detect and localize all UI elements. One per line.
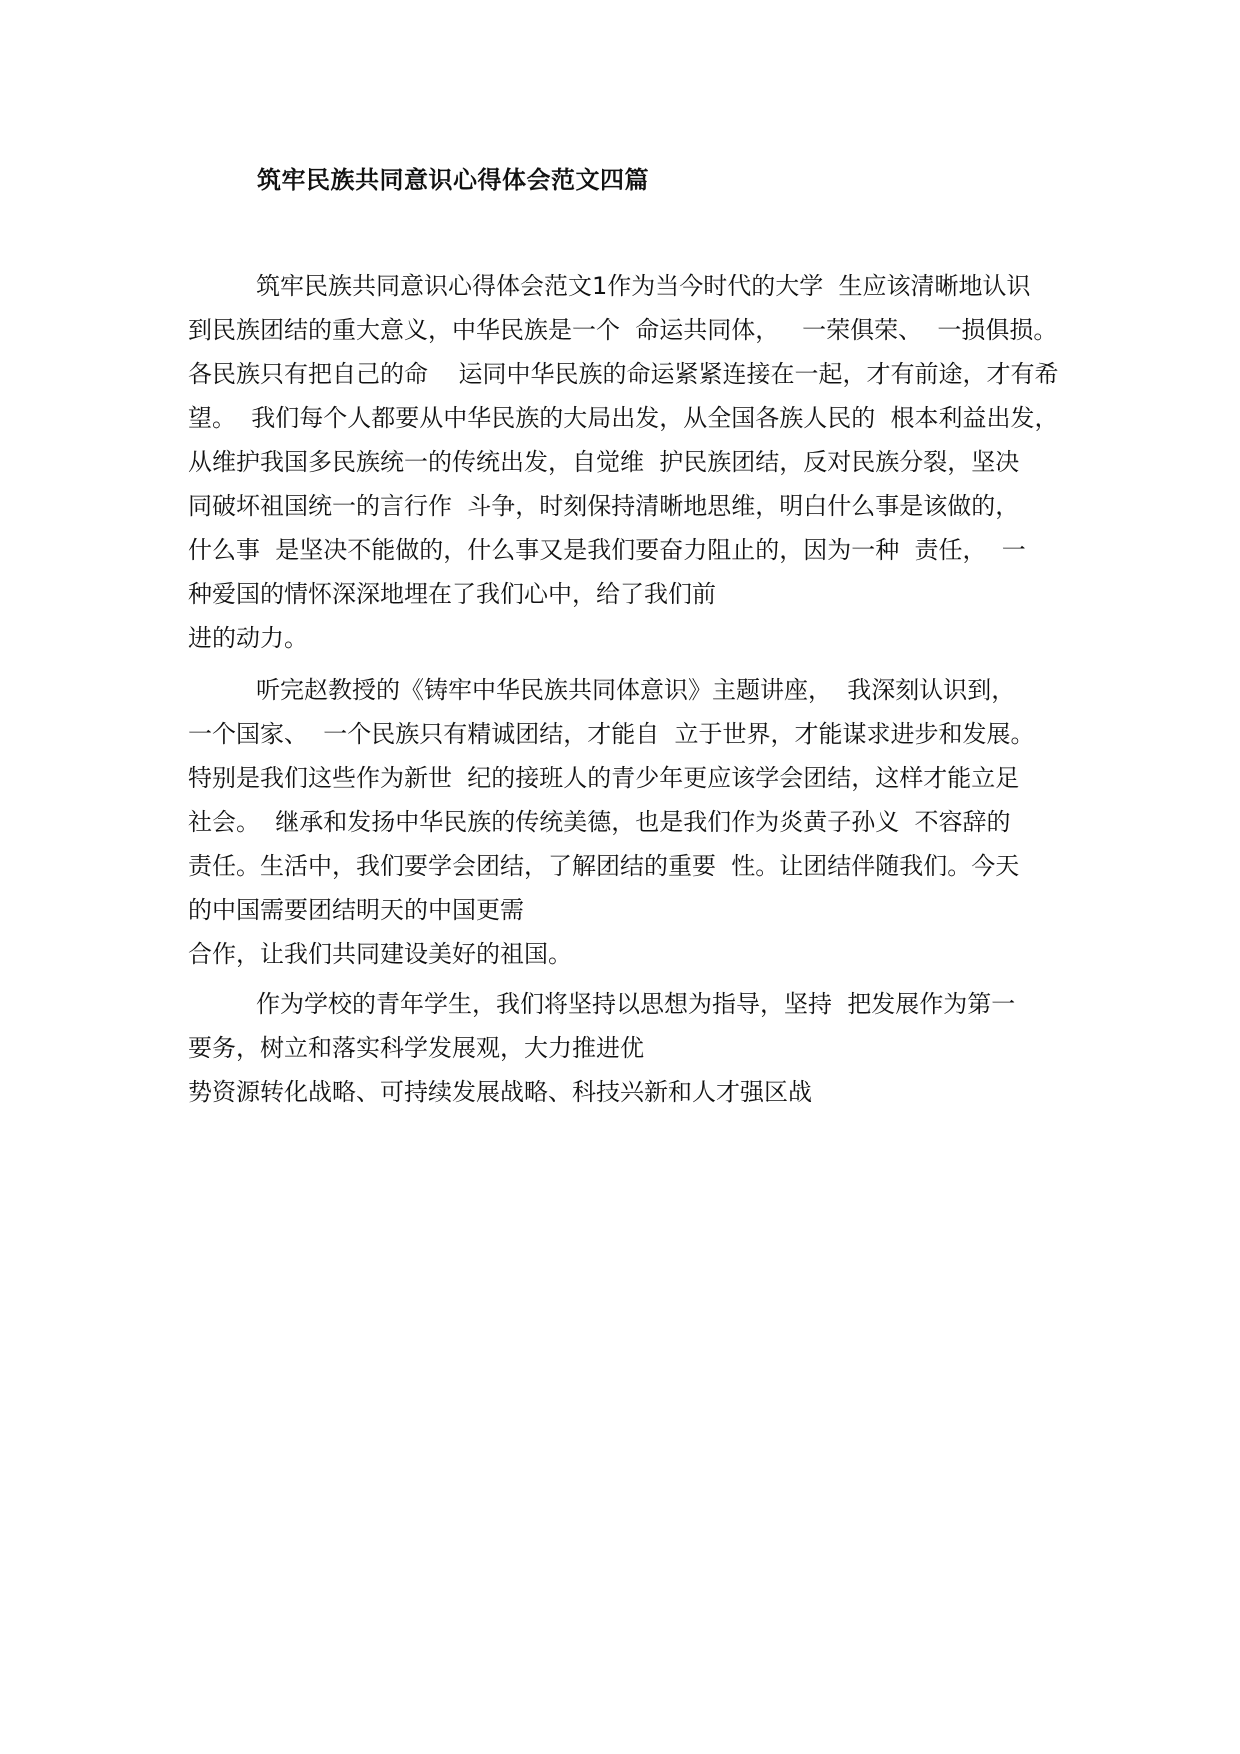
text-line: 筑牢民族共同意识心得体会范文1作为当今时代的大学 生应该清晰地认识 xyxy=(256,272,1031,300)
text-line: 势资源转化战略、可持续发展战略、科技兴新和人才强区战 xyxy=(188,1078,812,1106)
text-line: 的中国需要团结明天的中国更需 xyxy=(188,896,524,924)
text-line: 社会。 继承和发扬中华民族的传统美德，也是我们作为炎黄子孙义 不容辞的 xyxy=(188,808,1011,836)
text-line: 从维护我国多民族统一的传统出发，自觉维 护民族团结，反对民族分裂，坚决 xyxy=(188,448,1020,476)
text-line: 到民族团结的重大意义，中华民族是一个 命运共同体， 一荣俱荣、 一损俱损。 xyxy=(188,316,1058,344)
text-line: 望。 我们每个人都要从中华民族的大局出发，从全国各族人民的 根本利益出发， xyxy=(188,404,1059,432)
text-line: 合作，让我们共同建设美好的祖国。 xyxy=(188,940,572,968)
document-title: 筑牢民族共同意识心得体会范文四篇 xyxy=(257,166,649,194)
text-line: 责任。生活中，我们要学会团结，了解团结的重要 性。让团结伴随我们。今天 xyxy=(188,852,1020,880)
text-line: 听完赵教授的《铸牢中华民族共同体意识》主题讲座， 我深刻认识到， xyxy=(256,676,1016,704)
paragraph-2 xyxy=(188,668,1088,976)
text-line: 同破坏祖国统一的言行作 斗争，时刻保持清晰地思维，明白什么事是该做的， xyxy=(188,492,1020,520)
text-line: 特别是我们这些作为新世 纪的接班人的青少年更应该学会团结，这样才能立足 xyxy=(188,764,1020,792)
text-line: 各民族只有把自己的命 运同中华民族的命运紧紧连接在一起，才有前途，才有希 xyxy=(188,360,1059,388)
text-line: 要务，树立和落实科学发展观，大力推进优 xyxy=(188,1034,644,1062)
text-line: 进的动力。 xyxy=(188,624,308,652)
paragraph-1 xyxy=(188,264,1088,660)
text-line: 作为学校的青年学生，我们将坚持以思想为指导，坚持 把发展作为第一 xyxy=(256,990,1016,1018)
text-line: 什么事 是坚决不能做的，什么事又是我们要奋力阻止的，因为一种 责任， 一 xyxy=(188,536,1026,564)
paragraph-3 xyxy=(188,982,1088,1114)
text-line: 种爱国的情怀深深地埋在了我们心中，给了我们前 xyxy=(188,580,716,608)
text-line: 一个国家、 一个民族只有精诚团结，才能自 立于世界，才能谋求进步和发展。 xyxy=(188,720,1035,748)
